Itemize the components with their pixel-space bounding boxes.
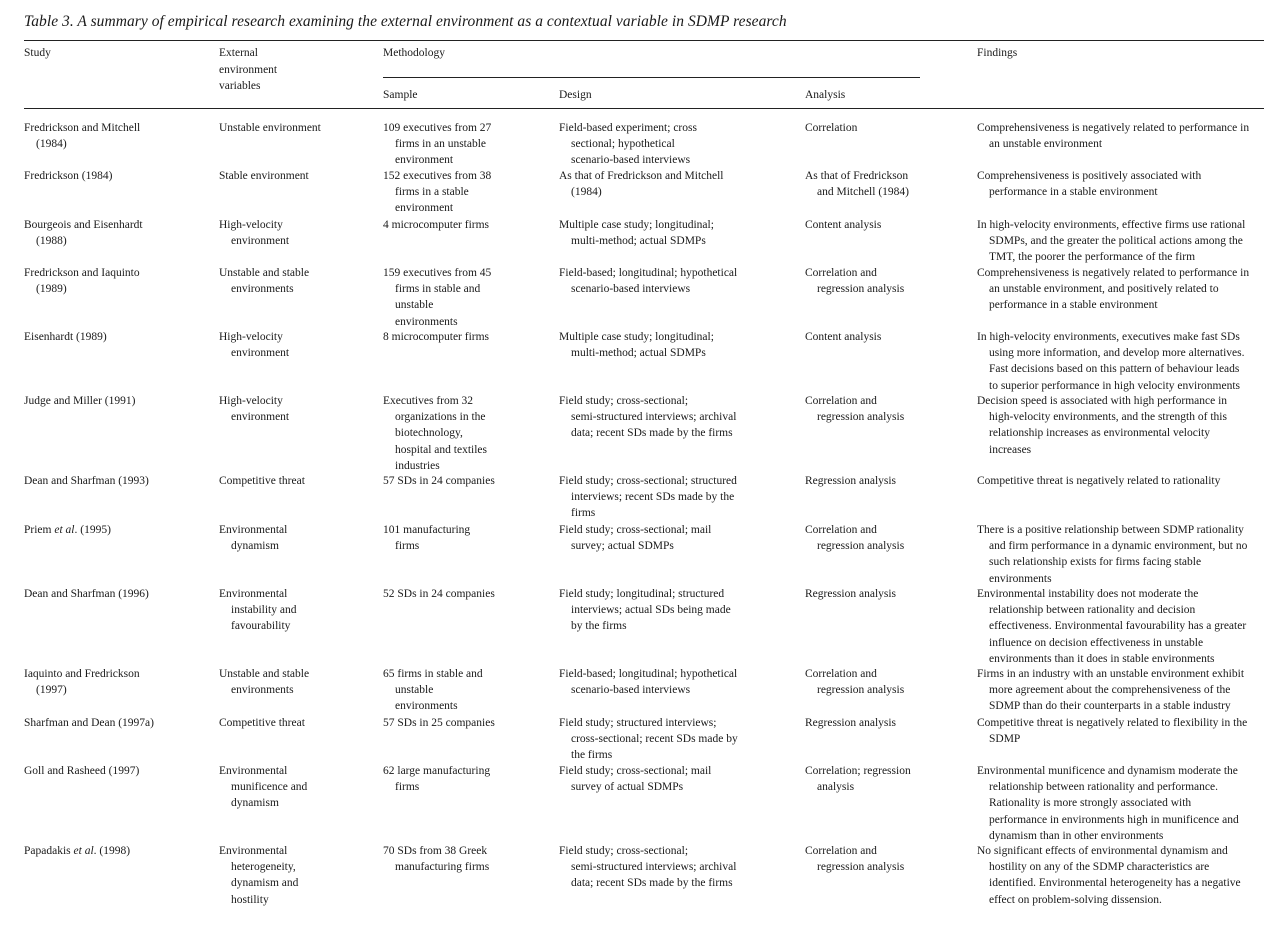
cell-line: an unstable environment, and positively related to <box>989 283 1219 296</box>
cell-line: SDMP <box>989 733 1021 746</box>
cell-line: Eisenhardt (1989) <box>24 331 107 343</box>
cell-sample <box>383 586 553 602</box>
cell-line: In high-velocity environments, executives make fast SDs <box>977 331 1240 343</box>
cell-line: hostility on any of the SDMP characteristics are <box>989 861 1210 874</box>
cell-line: Rationality is more strongly associated with <box>989 797 1192 810</box>
cell-line: hospital and textiles <box>395 443 487 456</box>
cell-analysis <box>805 715 970 731</box>
cell-line: munificence and <box>231 781 308 794</box>
cell-findings <box>977 715 1272 747</box>
cell-line: Content analysis <box>805 331 882 343</box>
cell-design <box>559 473 799 522</box>
cell-study <box>24 265 209 297</box>
header-methodology: Methodology <box>383 47 445 59</box>
cell-analysis <box>805 522 970 554</box>
cell-line: Dean and Sharfman (1996) <box>24 588 149 600</box>
cell-line: regression analysis <box>817 861 905 874</box>
cell-line: firms in stable and <box>395 283 481 296</box>
cell-line: dynamism and <box>231 877 299 890</box>
cell-line: Fast decisions based on this pattern of behaviour leads <box>989 363 1240 376</box>
cell-line: Multiple case study; longitudinal; <box>559 219 714 231</box>
cell-line: 4 microcomputer firms <box>383 219 490 231</box>
cell-line: multi-method; actual SDMPs <box>571 347 706 360</box>
cell-environment <box>219 329 374 361</box>
cell-line: Multiple case study; longitudinal; <box>559 331 714 343</box>
author-text: Papadakis <box>24 845 74 857</box>
cell-design <box>559 586 799 635</box>
cell-line: Correlation <box>805 122 858 134</box>
cell-line: TMT, the poorer the performance of the firm <box>989 251 1196 264</box>
cell-line: No significant effects of environmental dynamism and <box>977 845 1228 857</box>
cell-design <box>559 666 799 698</box>
cell-line: Environmental <box>219 845 288 857</box>
cell-line: environment <box>231 235 290 248</box>
cell-line: firms <box>571 507 596 520</box>
cell-findings <box>977 586 1272 667</box>
cell-line: Decision speed is associated with high performance in <box>977 395 1228 407</box>
cell-line: effect on problem-solving dissension. <box>989 893 1162 906</box>
cell-findings <box>977 329 1272 394</box>
cell-line: Field study; cross-sectional; structured <box>559 475 737 487</box>
cell-design <box>559 393 799 442</box>
cell-line: Competitive threat is negatively related to rationality <box>977 475 1221 487</box>
cell-line: Unstable and stable <box>219 668 310 680</box>
cell-environment <box>219 843 374 908</box>
cell-line: Environmental instability does not moderate the <box>977 588 1199 600</box>
header-design: Design <box>559 89 592 101</box>
cell-study <box>24 329 209 345</box>
cell-design <box>559 168 799 200</box>
cell-analysis <box>805 586 970 602</box>
cell-line: survey of actual SDMPs <box>571 781 684 794</box>
cell-sample <box>383 666 553 715</box>
cell-findings <box>977 666 1272 715</box>
cell-study <box>24 217 209 249</box>
cell-line: relationship between rationality and decision <box>989 604 1196 617</box>
year-text: . (1998) <box>93 845 131 857</box>
cell-line: firms <box>395 540 420 553</box>
cell-analysis <box>805 843 970 875</box>
cell-design <box>559 265 799 297</box>
cell-line: environments than it does in stable environments <box>989 652 1215 665</box>
cell-findings <box>977 168 1272 200</box>
cell-line: Content analysis <box>805 219 882 231</box>
cell-line: Correlation and <box>805 668 877 680</box>
cell-line: performance in a stable environment <box>989 186 1158 199</box>
cell-line: Correlation and <box>805 395 877 407</box>
cell-line: 70 SDs from 38 Greek <box>383 845 488 857</box>
cell-line: environment <box>395 154 454 167</box>
cell-line: Fredrickson and Iaquinto <box>24 267 140 279</box>
cell-line: scenario-based interviews <box>571 154 691 167</box>
cell-line: Competitive threat <box>219 475 305 487</box>
cell-line: Environmental <box>219 524 288 536</box>
cell-line: environment <box>395 202 454 215</box>
cell-line: firms in an unstable <box>395 138 487 151</box>
cell-analysis <box>805 666 970 698</box>
cell-line: Field-based experiment; cross <box>559 122 697 134</box>
cell-line: environments <box>395 315 458 328</box>
cell-sample <box>383 329 553 345</box>
cell-line: relationship between rationality and performance. <box>989 781 1218 794</box>
cell-line: more agreement about the comprehensiveness of the <box>989 684 1231 697</box>
cell-design <box>559 715 799 764</box>
cell-line: 8 microcomputer firms <box>383 331 490 343</box>
cell-line: semi-structured interviews; archival <box>571 411 737 424</box>
cell-line: multi-method; actual SDMPs <box>571 235 706 248</box>
cell-sample <box>383 522 553 554</box>
cell-environment <box>219 120 374 136</box>
cell-line: using more information, and develop more alternatives. <box>989 347 1245 360</box>
cell-line: 57 SDs in 24 companies <box>383 475 495 487</box>
cell-line: Regression analysis <box>805 475 897 487</box>
cell-line: Field study; cross-sectional; <box>559 845 689 857</box>
cell-line: Unstable environment <box>219 122 321 134</box>
cell-line: 159 executives from 45 <box>383 267 492 279</box>
cell-line: As that of Fredrickson <box>805 170 909 182</box>
cell-line: manufacturing firms <box>395 861 490 874</box>
cell-line: Iaquinto and Fredrickson <box>24 668 140 680</box>
cell-design <box>559 522 799 554</box>
cell-findings <box>977 265 1272 314</box>
cell-line: High-velocity <box>219 331 283 343</box>
cell-line: Field study; cross-sectional; mail <box>559 765 712 777</box>
header-sample: Sample <box>383 89 418 101</box>
cell-line: (1984) <box>36 138 67 151</box>
cell-design <box>559 843 799 892</box>
cell-line: Firms in an industry with an unstable environment exhibit <box>977 668 1245 680</box>
cell-design <box>559 217 799 249</box>
cell-line: unstable <box>395 299 434 312</box>
cell-study <box>24 522 209 538</box>
cell-line: Regression analysis <box>805 588 897 600</box>
cell-line: Field study; structured interviews; <box>559 717 717 729</box>
cell-environment <box>219 473 374 489</box>
cell-line: 57 SDs in 25 companies <box>383 717 495 729</box>
cell-analysis <box>805 393 970 425</box>
et-al-text: et al <box>54 524 75 536</box>
cell-environment <box>219 666 374 698</box>
header-study: Study <box>24 47 51 59</box>
cell-line: biotechnology, <box>395 427 463 440</box>
header-env-line: variables <box>219 80 261 92</box>
cell-line: industries <box>395 459 440 472</box>
cell-environment <box>219 393 374 425</box>
cell-sample <box>383 393 553 474</box>
cell-line: data; recent SDs made by the firms <box>571 427 733 440</box>
cell-line: Environmental <box>219 588 288 600</box>
cell-line: dynamism <box>231 540 279 553</box>
cell-line: increases <box>989 443 1032 456</box>
cell-sample <box>383 843 553 875</box>
cell-line: and Mitchell (1984) <box>817 186 909 199</box>
cell-design <box>559 329 799 361</box>
cell-line: organizations in the <box>395 411 486 424</box>
cell-line: scenario-based interviews <box>571 283 691 296</box>
cell-sample <box>383 217 553 233</box>
cell-line: (1988) <box>36 235 67 248</box>
header-findings: Findings <box>977 47 1018 59</box>
cell-line: Correlation; regression <box>805 765 911 777</box>
cell-sample <box>383 168 553 217</box>
cell-line: environments <box>989 572 1052 585</box>
cell-study <box>24 586 209 602</box>
cell-analysis <box>805 473 970 489</box>
cell-line: Environmental <box>219 765 288 777</box>
cell-sample <box>383 715 553 731</box>
cell-line: interviews; actual SDs being made <box>571 604 731 617</box>
cell-study <box>24 393 209 409</box>
cell-line: regression analysis <box>817 684 905 697</box>
cell-line: 152 executives from 38 <box>383 170 492 182</box>
cell-line: and firm performance in a dynamic environment, but no <box>989 540 1248 553</box>
cell-line: Fredrickson and Mitchell <box>24 122 141 134</box>
cell-line <box>24 843 209 859</box>
cell-line: Field study; cross-sectional; mail <box>559 524 712 536</box>
cell-sample <box>383 265 553 330</box>
cell-line: influence on decision effectiveness in unstable <box>989 636 1204 649</box>
cell-line: high-velocity environments, and the strength of this <box>989 411 1227 424</box>
cell-line: Regression analysis <box>805 717 897 729</box>
methodology-subheader-rule <box>383 77 920 78</box>
cell-line: environments <box>231 684 294 697</box>
cell-environment <box>219 522 374 554</box>
cell-line: SDMP than do their counterparts in a stable industry <box>989 700 1231 713</box>
table-caption: Table 3. A summary of empirical research examining the external environment as a contextual variable in SDMP research <box>24 13 787 30</box>
cell-design <box>559 120 799 169</box>
cell-line: survey; actual SDMPs <box>571 540 674 553</box>
cell-line: Comprehensiveness is negatively related to performance in <box>977 122 1250 134</box>
cell-environment <box>219 586 374 635</box>
cell-line: analysis <box>817 781 855 794</box>
cell-line: environment <box>231 411 290 424</box>
cell-line: by the firms <box>571 620 627 633</box>
cell-line: Environmental munificence and dynamism moderate the <box>977 765 1238 777</box>
cell-study <box>24 120 209 152</box>
cell-sample <box>383 120 553 169</box>
cell-line: Stable environment <box>219 170 309 182</box>
cell-line: Comprehensiveness is positively associated with <box>977 170 1202 182</box>
et-al-text: et al <box>73 845 94 857</box>
cell-line: High-velocity <box>219 395 283 407</box>
cell-line: firms in a stable <box>395 186 469 199</box>
cell-line: favourability <box>231 620 291 633</box>
cell-line: Comprehensiveness is negatively related to performance in <box>977 267 1250 279</box>
cell-line: Field-based; longitudinal; hypothetical <box>559 668 738 680</box>
cell-line: to superior performance in high velocity environments <box>989 379 1241 392</box>
cell-line: semi-structured interviews; archival <box>571 861 737 874</box>
cell-line: Field study; cross-sectional; <box>559 395 689 407</box>
cell-line: Dean and Sharfman (1993) <box>24 475 149 487</box>
cell-line: Bourgeois and Eisenhardt <box>24 219 143 231</box>
cell-line: Unstable and stable <box>219 267 310 279</box>
cell-study <box>24 666 209 698</box>
cell-study <box>24 715 209 731</box>
cell-environment <box>219 763 374 812</box>
cell-study <box>24 473 209 489</box>
cell-line: performance in a stable environment <box>989 299 1158 312</box>
cell-line: interviews; recent SDs made by the <box>571 491 735 504</box>
cell-line: sectional; hypothetical <box>571 138 675 151</box>
cell-line: Correlation and <box>805 267 877 279</box>
cell-line: Competitive threat <box>219 717 305 729</box>
cell-line: Field study; longitudinal; structured <box>559 588 725 600</box>
cell-sample <box>383 473 553 489</box>
cell-findings <box>977 843 1272 908</box>
year-text: . (1995) <box>74 524 111 536</box>
cell-line: performance in environments high in munificence and <box>989 813 1239 826</box>
cell-analysis <box>805 265 970 297</box>
cell-line: Correlation and <box>805 845 877 857</box>
cell-line: regression analysis <box>817 411 905 424</box>
header-env-line: External <box>219 47 258 59</box>
cell-analysis <box>805 120 970 136</box>
cell-environment <box>219 715 374 731</box>
cell-sample <box>383 763 553 795</box>
cell-line: environment <box>231 347 290 360</box>
cell-findings <box>977 763 1272 844</box>
cell-analysis <box>805 329 970 345</box>
cell-findings <box>977 120 1272 152</box>
cell-line: Competitive threat is negatively related to flexibility in the <box>977 717 1248 729</box>
cell-line: an unstable environment <box>989 138 1103 151</box>
header-bottom-rule <box>24 108 1264 109</box>
cell-design <box>559 763 799 795</box>
cell-line: hostility <box>231 893 269 906</box>
cell-line: regression analysis <box>817 283 905 296</box>
cell-findings <box>977 522 1272 587</box>
cell-study <box>24 763 209 779</box>
cell-line: dynamism than in other environments <box>989 829 1164 842</box>
cell-analysis <box>805 217 970 233</box>
cell-line: 62 large manufacturing <box>383 765 491 777</box>
cell-findings <box>977 393 1272 458</box>
cell-line <box>24 522 209 538</box>
cell-analysis <box>805 168 970 200</box>
cell-environment <box>219 265 374 297</box>
cell-line: such relationship exists for firms facing stable <box>989 556 1202 569</box>
cell-environment <box>219 168 374 184</box>
header-analysis: Analysis <box>805 89 846 101</box>
cell-line: instability and <box>231 604 297 617</box>
header-env-line: environment <box>219 63 278 76</box>
cell-line: There is a positive relationship between SDMP rationality <box>977 524 1244 536</box>
cell-study <box>24 168 209 184</box>
cell-line: 101 manufacturing <box>383 524 471 536</box>
cell-analysis <box>805 763 970 795</box>
cell-line: Judge and Miller (1991) <box>24 395 136 407</box>
cell-line: regression analysis <box>817 540 905 553</box>
cell-line: Fredrickson (1984) <box>24 170 113 182</box>
cell-line: 52 SDs in 24 companies <box>383 588 495 600</box>
cell-line: effectiveness. Environmental favourability has a greater <box>989 620 1247 633</box>
cell-line: As that of Fredrickson and Mitchell <box>559 170 724 182</box>
cell-line: relationship increases as environmental velocity <box>989 427 1210 440</box>
cell-line: (1997) <box>36 684 67 697</box>
cell-line: High-velocity <box>219 219 283 231</box>
cell-study <box>24 843 209 859</box>
cell-line: 65 firms in stable and <box>383 668 483 680</box>
author-text: Priem <box>24 524 55 536</box>
cell-line: the firms <box>571 749 613 762</box>
cell-findings <box>977 473 1272 489</box>
cell-line: scenario-based interviews <box>571 684 691 697</box>
cell-line: Field-based; longitudinal; hypothetical <box>559 267 738 279</box>
cell-line: unstable <box>395 684 434 697</box>
cell-line: (1984) <box>571 186 602 199</box>
cell-line: Goll and Rasheed (1997) <box>24 765 140 777</box>
cell-line: dynamism <box>231 797 279 810</box>
cell-line: firms <box>395 781 420 794</box>
cell-findings <box>977 217 1272 266</box>
cell-line: (1989) <box>36 283 67 296</box>
cell-line: Sharfman and Dean (1997a) <box>24 717 154 729</box>
cell-line: environments <box>231 283 294 296</box>
cell-line: environments <box>395 700 458 713</box>
header-external-environment <box>219 45 277 95</box>
cell-line: In high-velocity environments, effective firms use rational <box>977 219 1246 231</box>
cell-line: Correlation and <box>805 524 877 536</box>
cell-line: Executives from 32 <box>383 395 474 407</box>
cell-line: 109 executives from 27 <box>383 122 492 134</box>
cell-line: SDMPs, and the greater the political actions among the <box>989 235 1243 248</box>
cell-line: identified. Environmental heterogeneity has a negative <box>989 877 1241 890</box>
table-top-rule <box>24 40 1264 41</box>
cell-line: cross-sectional; recent SDs made by <box>571 733 738 746</box>
cell-line: data; recent SDs made by the firms <box>571 877 733 890</box>
cell-environment <box>219 217 374 249</box>
cell-line: heterogeneity, <box>231 861 296 874</box>
